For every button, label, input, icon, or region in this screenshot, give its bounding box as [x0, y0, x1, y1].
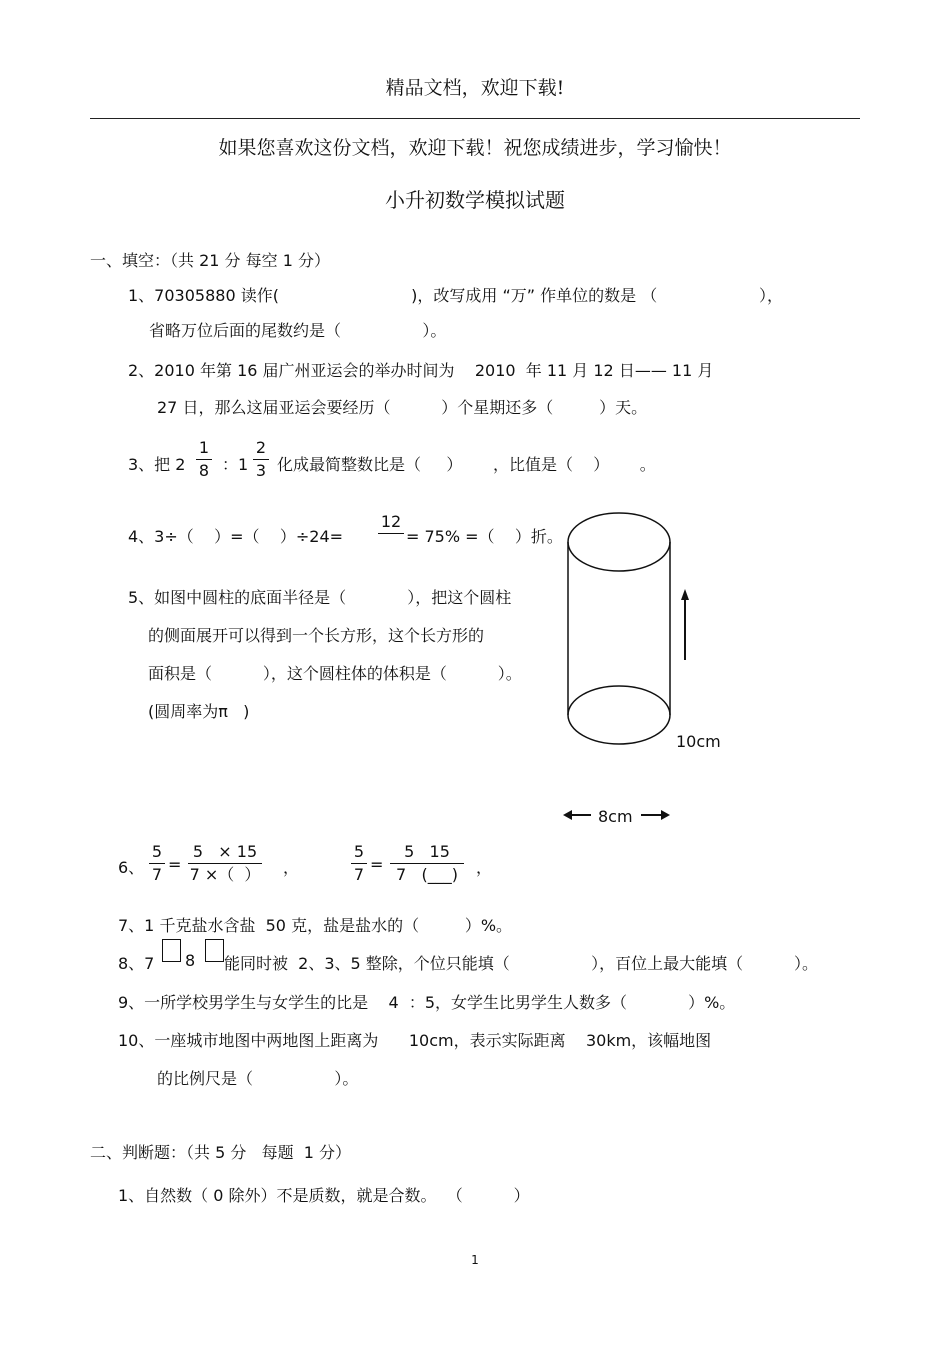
q5-line1: 5、如图中圆柱的底面半径是（ ），把这个圆柱 [128, 588, 512, 607]
q6-b-numerator: 5 × 15 [192, 842, 258, 861]
q8-prefix: 8、7 [118, 954, 155, 973]
q6-label: 6、 [118, 858, 145, 877]
q3-f1-numerator: 1 [198, 438, 210, 457]
q6-end: ， [476, 858, 493, 877]
cylinder-bottom-ellipse [568, 686, 670, 744]
section2-q1: 1、自然数（ 0 除外）不是质数，就是合数。 （ ） [118, 1186, 530, 1205]
cylinder-figure [555, 505, 725, 755]
q4-suffix: = 75% =（ ）折。 [406, 527, 563, 546]
q6-d-numerator: 5 15 [404, 842, 450, 861]
q3-f2-denominator: 3 [255, 461, 267, 480]
header-banner: 精品文档，欢迎下载! [385, 77, 565, 99]
q10-line1: 10、一座城市地图中两地图上距离为 10cm，表示实际距离 30km，该幅地图 [118, 1031, 712, 1050]
q4-numerator: 12 [380, 512, 402, 531]
q7-text: 7、1 千克盐水含盐 50 克，盐是盐水的（ ）%。 [118, 916, 513, 935]
q3-prefix: 3、把 2 [128, 455, 186, 474]
q6-fraction-d [390, 842, 464, 885]
header-divider [90, 118, 860, 119]
q6-equals-2: = [370, 855, 384, 874]
q6-a-numerator: 5 [151, 842, 163, 861]
q6-separator: ， [283, 858, 300, 877]
q6-fraction-a [149, 842, 165, 885]
q8-blank-box-1 [162, 939, 181, 962]
q4-prefix: 4、3÷（ ）=（ ）÷24= [128, 527, 344, 546]
width-label: 8cm [598, 807, 633, 826]
q2-line1: 2、2010 年第 16 届广州亚运会的举办时间为 2010 年 11 月 12 日—— 11 月 [128, 361, 714, 380]
q3-mid: ：1 [222, 455, 249, 474]
q6-fraction-c [351, 842, 367, 885]
section1-heading: 一、填空：（共 21 分 每空 1 分） [90, 251, 330, 270]
q6-fraction-b [188, 842, 262, 885]
intro-text: 如果您喜欢这份文档，欢迎下载！祝您成绩进步，学习愉快！ [218, 137, 732, 159]
width-arrow-right-icon [639, 808, 671, 822]
q6-c-denominator: 7 [353, 865, 365, 884]
height-arrow-head [681, 589, 689, 600]
q1-line1: 1、70305880 读作( )，改写成用 “万” 作单位的数是 （ ）， [128, 286, 783, 305]
q6-equals-1: = [168, 855, 182, 874]
q2-line2: 27 日，那么这届亚运会要经历（ ）个星期还多（ ）天。 [157, 398, 648, 417]
q3-fraction-2 [253, 438, 269, 481]
q5-line2: 的侧面展开可以得到一个长方形，这个长方形的 [148, 626, 485, 645]
q6-c-numerator: 5 [353, 842, 365, 861]
q5-line4: (圆周率为π ) [148, 702, 250, 721]
q3-f1-denominator: 8 [198, 461, 210, 480]
q10-line2: 的比例尺是（ ）。 [157, 1069, 359, 1088]
q9-text: 9、一所学校男学生与女学生的比是 4 ：5，女学生比男学生人数多（ ）%。 [118, 993, 736, 1012]
q8-blank-box-2 [205, 939, 224, 962]
q3-fraction-1 [196, 438, 212, 481]
q5-line3: 面积是（ ），这个圆柱体的体积是（ ）。 [148, 664, 522, 683]
q8-mid: 8 [185, 951, 196, 970]
q6-d-denominator: 7 (___) [396, 865, 458, 884]
q8-suffix: 能同时被 2、3、5 整除，个位只能填（ ），百位上最大能填（ ）。 [224, 954, 819, 973]
cylinder-top-ellipse [568, 513, 670, 571]
q6-b-denominator: 7 ×（ ） [189, 865, 261, 884]
q6-a-denominator: 7 [151, 865, 163, 884]
q4-fraction [378, 512, 404, 535]
width-arrow-left-icon [563, 808, 593, 822]
section2-heading: 二、判断题：（共 5 分 每题 1 分） [90, 1143, 352, 1162]
height-label: 10cm [676, 732, 721, 751]
q3-f2-numerator: 2 [255, 438, 267, 457]
page-title: 小升初数学模拟试题 [385, 188, 565, 212]
page-number: 1 [471, 1253, 479, 1267]
q1-line2: 省略万位后面的尾数约是（ ）。 [149, 321, 447, 340]
q3-suffix: 化成最简整数比是（ ） ，比值是（ ） 。 [277, 455, 656, 474]
